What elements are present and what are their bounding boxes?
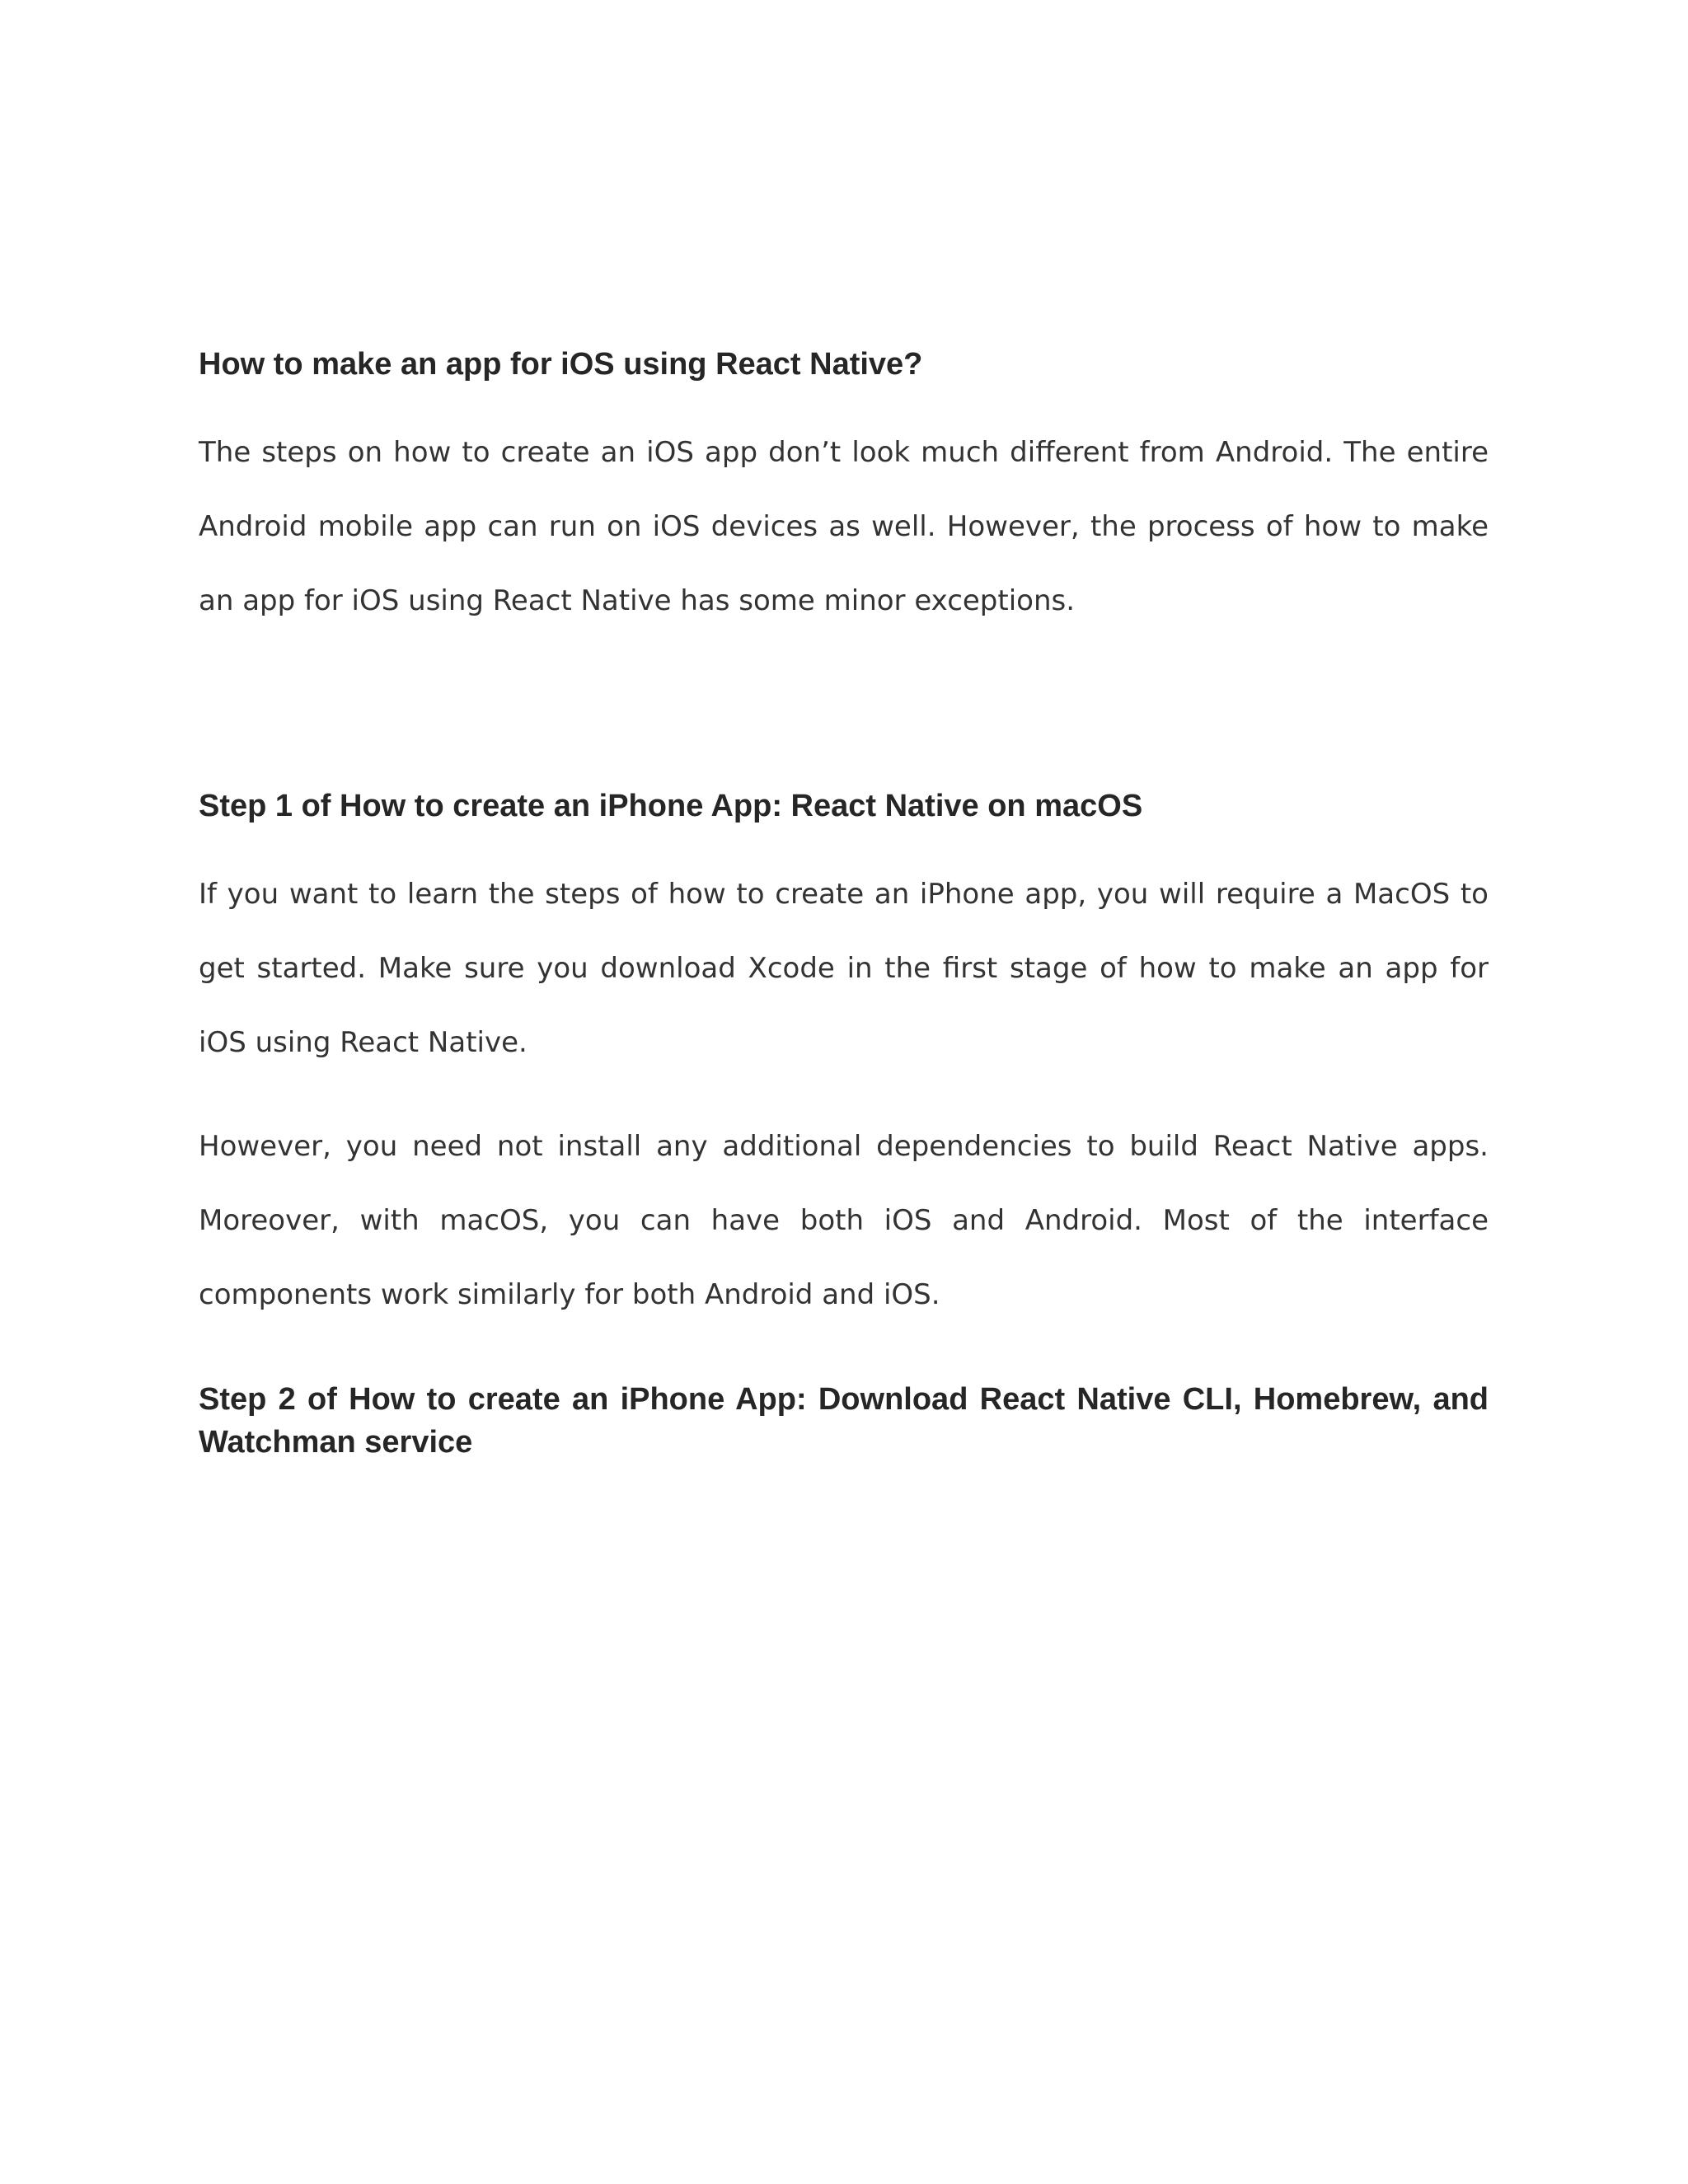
section-heading-step-1: Step 1 of How to create an iPhone App: React Native on macOS [199, 789, 1143, 823]
paragraph-ios-intro: The steps on how to create an iOS app don’t look much different from Android. The entire Android mobile app can run on iOS devices as well. However, the process of how to make an app for iOS using React Native has some minor exceptions. [199, 436, 1489, 617]
section-heading-step-2: Step 2 of How to create an iPhone App: Download React Native CLI, Homebrew, and Watchman service [199, 1382, 1489, 1460]
section-heading-ios-react-native: How to make an app for iOS using React Native? [199, 347, 923, 382]
document-content [199, 330, 1489, 1464]
paragraph-step-1-macos: If you want to learn the steps of how to create an iPhone app, you will require a MacOS to get started. Make sure you download Xcode in the first stage of how to make an app for iOS using React Native. [199, 878, 1489, 1059]
paragraph-step-1-dependencies: However, you need not install any additional dependencies to build React Native apps. Moreover, with macOS, you can have both iOS and Android. Most of the interface components work similarly for both Android and iOS. [199, 1130, 1489, 1311]
